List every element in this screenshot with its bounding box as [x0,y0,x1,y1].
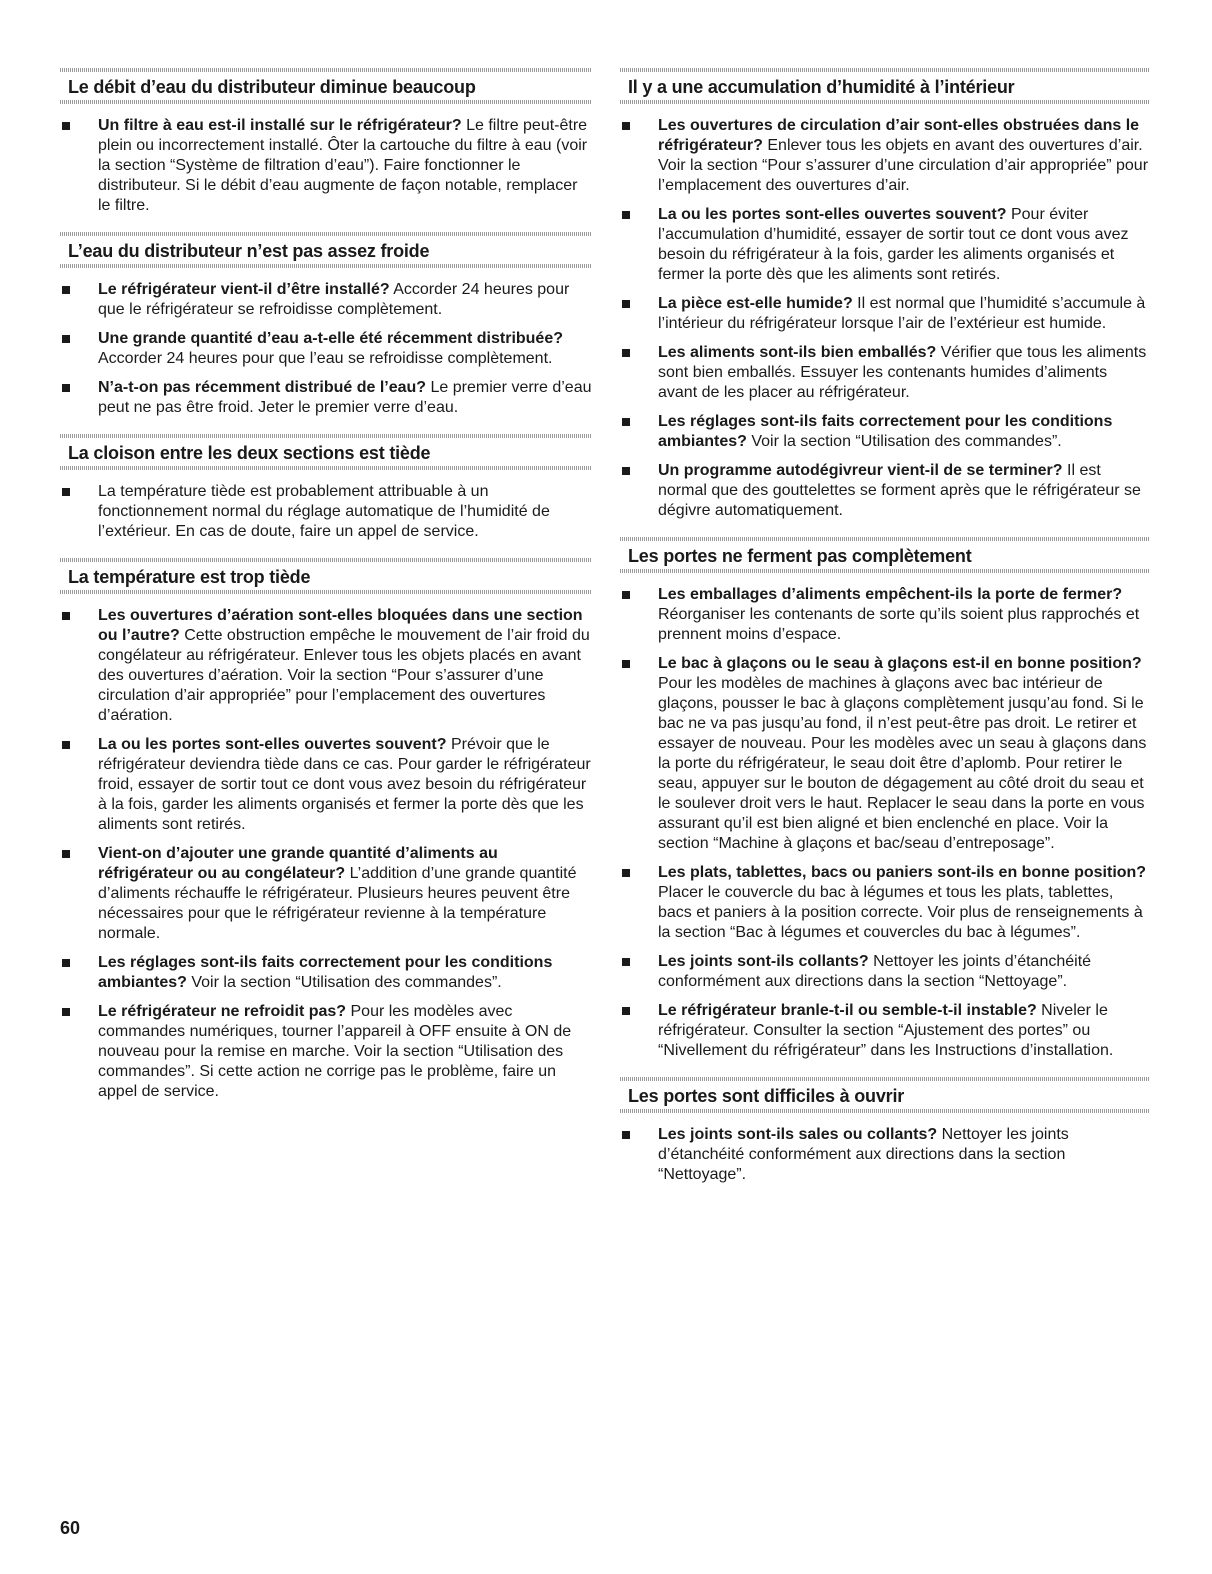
item-answer: Le filtre peut-être plein ou incorrectement installé. Ôter la cartouche du filtre à eau (voir la section “Système de filtration d’eau”). Faire fonctionner le distributeur. Si le débit d’eau augmente de façon notable, remplacer le filtre. [98,117,588,214]
list-item [60,606,592,726]
section-temperature-too-warm [60,558,592,1102]
item-question: La pièce est-elle humide? [658,295,853,312]
list-item [60,116,592,216]
bullet-icon [62,488,70,496]
bullet-icon [62,612,70,620]
item-question: Les réglages sont-ils faits correctement pour les conditions ambiantes? [98,954,553,991]
bullet-icon [622,660,630,668]
list-item [620,461,1150,521]
item-answer: Voir la section “Utilisation des commandes”. [746,433,1062,450]
item-answer: Pour éviter l’accumulation d’humidité, essayer de sortir tout ce dont vous avez besoin du réfrigérateur à la fois, garder les aliments organisés et fermer la porte dès que les aliments sont retirés. [658,206,1129,283]
list-item [60,735,592,835]
list-item [60,378,592,418]
section-doors-not-closing [620,537,1150,1061]
bullet-icon [622,467,630,475]
item-answer: Réorganiser les contenants de sorte qu’ils soient plus rapprochés et prennent moins d’espace. [658,606,1140,643]
item-question: Les réglages sont-ils faits correctement pour les conditions ambiantes? [658,413,1113,450]
item-question: Vient-on d’ajouter une grande quantité d’aliments au réfrigérateur ou au congélateur? [98,845,498,882]
list-item [620,205,1150,285]
list-item [620,412,1150,452]
bullet-icon [622,591,630,599]
right-column [620,68,1150,1201]
item-question: Les emballages d’aliments empêchent-ils la porte de fermer? [658,586,1123,603]
bullet-icon [62,286,70,294]
item-answer: Niveler le réfrigérateur. Consulter la section “Ajustement des portes” ou “Nivellement du réfrigérateur” dans les Instructions d’installation. [658,1002,1114,1059]
list-item [620,343,1150,403]
bullet-icon [622,211,630,219]
item-question: Le réfrigérateur ne refroidit pas? [98,1003,347,1020]
item-answer: Accorder 24 heures pour que l’eau se refroidisse complètement. [98,350,553,367]
item-question: Les ouvertures d’aération sont-elles bloquées dans une section ou l’autre? [98,607,583,644]
section-title: Il y a une accumulation d’humidité à l’intérieur [620,68,1150,104]
item-answer: Placer le couvercle du bac à légumes et tous les plats, tablettes, bacs et paniers à la position correcte. Voir plus de renseignements à la section “Bac à légumes et couvercles du bac à légumes”. [658,884,1143,941]
section-title: La température est trop tiède [60,558,592,594]
item-question: Les ouvertures de circulation d’air sont-elles obstruées dans le réfrigérateur? [658,117,1140,154]
section-title: Le débit d’eau du distributeur diminue beaucoup [60,68,592,104]
section-low-water-flow [60,68,592,216]
item-question: Un filtre à eau est-il installé sur le réfrigérateur? [98,117,462,134]
list-item [620,1001,1150,1061]
item-question: N’a-t-on pas récemment distribué de l’eau? [98,379,427,396]
item-question: La ou les portes sont-elles ouvertes souvent? [98,736,447,753]
item-answer: Il est normal que l’humidité s’accumule à l’intérieur du réfrigérateur lorsque l’air de l’extérieur est humide. [658,295,1146,332]
bullet-icon [62,959,70,967]
section-doors-hard-to-open [620,1077,1150,1185]
list-item [60,482,592,542]
list-item [60,329,592,369]
item-answer: Prévoir que le réfrigérateur deviendra tiède dans ce cas. Pour garder le réfrigérateur froid, essayer de sortir tout ce dont vous avez besoin du réfrigérateur à la fois, garder les aliments organisés et fermer la porte dès que les aliments sont retirés. [98,736,591,833]
bullet-icon [622,300,630,308]
bullet-icon [622,1131,630,1139]
bullet-icon [62,1008,70,1016]
item-answer: Il est normal que des gouttelettes se forment après que le réfrigérateur se dégivre automatiquement. [658,462,1141,519]
item-question: Le réfrigérateur branle-t-il ou semble-t-il instable? [658,1002,1037,1019]
bullet-icon [622,349,630,357]
list-item [60,953,592,993]
list-item [620,1125,1150,1185]
item-question: Une grande quantité d’eau a-t-elle été récemment distribuée? [98,330,563,347]
page-number: 60 [60,1518,81,1538]
list-item [620,952,1150,992]
section-moisture-buildup [620,68,1150,521]
bullet-icon [62,122,70,130]
item-answer: Pour les modèles avec commandes numériques, tourner l’appareil à OFF ensuite à ON de nouveau pour la remise en marche. Voir la section “Utilisation des commandes”. Si cette action ne corrige pas le problème, faire un appel de service. [98,1003,572,1100]
section-partition-warm [60,434,592,542]
item-question: La ou les portes sont-elles ouvertes souvent? [658,206,1007,223]
list-item [620,654,1150,854]
bullet-icon [62,384,70,392]
list-item [620,863,1150,943]
section-title: Les portes sont difficiles à ouvrir [620,1077,1150,1113]
section-water-not-cold [60,232,592,418]
item-answer: La température tiède est probablement attribuable à un fonctionnement normal du réglage automatique de l’humidité de l’extérieur. En cas de doute, faire un appel de service. [98,483,550,540]
item-answer: Accorder 24 heures pour que le réfrigérateur se refroidisse complètement. [98,281,570,318]
item-answer: Cette obstruction empêche le mouvement de l’air froid du congélateur au réfrigérateur. Enlever tous les objets placés en avant des ouvertures d’aération. Voir la section “Pour s’assurer d’une circulation d’air appropriée” pour l’emplacement des ouvertures d’aération. [98,627,590,724]
list-item [620,116,1150,196]
bullet-icon [622,418,630,426]
item-answer: Voir la section “Utilisation des commandes”. [186,974,502,991]
section-title: Les portes ne ferment pas complètement [620,537,1150,573]
left-column [60,68,592,1118]
item-answer: Le premier verre d’eau peut ne pas être froid. Jeter le premier verre d’eau. [98,379,592,416]
item-answer: Enlever tous les objets en avant des ouvertures d’air. Voir la section “Pour s’assurer d’une circulation d’air appropriée” pour l’emplacement des ouvertures d’air. [658,137,1149,194]
bullet-icon [622,869,630,877]
item-answer: Nettoyer les joints d’étanchéité conformément aux directions dans la section “Nettoyage”. [658,953,1092,990]
list-item [60,280,592,320]
item-answer: Vérifier que tous les aliments sont bien emballés. Essuyer les contenants humides d’aliments avant de les placer au réfrigérateur. [658,344,1147,401]
item-question: Les joints sont-ils collants? [658,953,869,970]
bullet-icon [62,850,70,858]
bullet-icon [622,122,630,130]
list-item [60,844,592,944]
list-item [620,294,1150,334]
bullet-icon [62,741,70,749]
item-question: Les aliments sont-ils bien emballés? [658,344,937,361]
item-question: Les plats, tablettes, bacs ou paniers sont-ils en bonne position? [658,864,1147,881]
item-question: Les joints sont-ils sales ou collants? [658,1126,938,1143]
section-title: La cloison entre les deux sections est tiède [60,434,592,470]
item-answer: Pour les modèles de machines à glaçons avec bac intérieur de glaçons, pousser le bac à glaçons complètement jusqu’au fond. Si le bac ne va pas jusqu’au fond, il n’est peut-être pas droit. Le retirer et essayer de nouveau. Pour les modèles avec un seau à glaçons dans la porte du réfrigérateur, le seau doit être d’aplomb. Pour retirer le seau, appuyer sur le bouton de dégagement au côté droit du seau et le soulever droit vers le haut. Replacer le seau dans la porte en vous assurant qu’il est bien aligné et bien enclenché en place. Voir la section “Machine à glaçons et bac/seau d’entreposage”. [658,675,1147,852]
list-item [60,1002,592,1102]
item-answer: Nettoyer les joints d’étanchéité conformément aux directions dans la section “Nettoyage”. [658,1126,1069,1183]
item-question: Le réfrigérateur vient-il d’être installé? [98,281,390,298]
item-answer: L’addition d’une grande quantité d’aliments réchauffe le réfrigérateur. Plusieurs heures peuvent être nécessaires pour que le réfrigérateur revienne à la température normale. [98,865,577,942]
list-item [620,585,1150,645]
item-question: Un programme autodégivreur vient-il de se terminer? [658,462,1063,479]
bullet-icon [62,335,70,343]
item-question: Le bac à glaçons ou le seau à glaçons est-il en bonne position? [658,655,1142,672]
bullet-icon [622,958,630,966]
bullet-icon [622,1007,630,1015]
section-title: L’eau du distributeur n’est pas assez froide [60,232,592,268]
